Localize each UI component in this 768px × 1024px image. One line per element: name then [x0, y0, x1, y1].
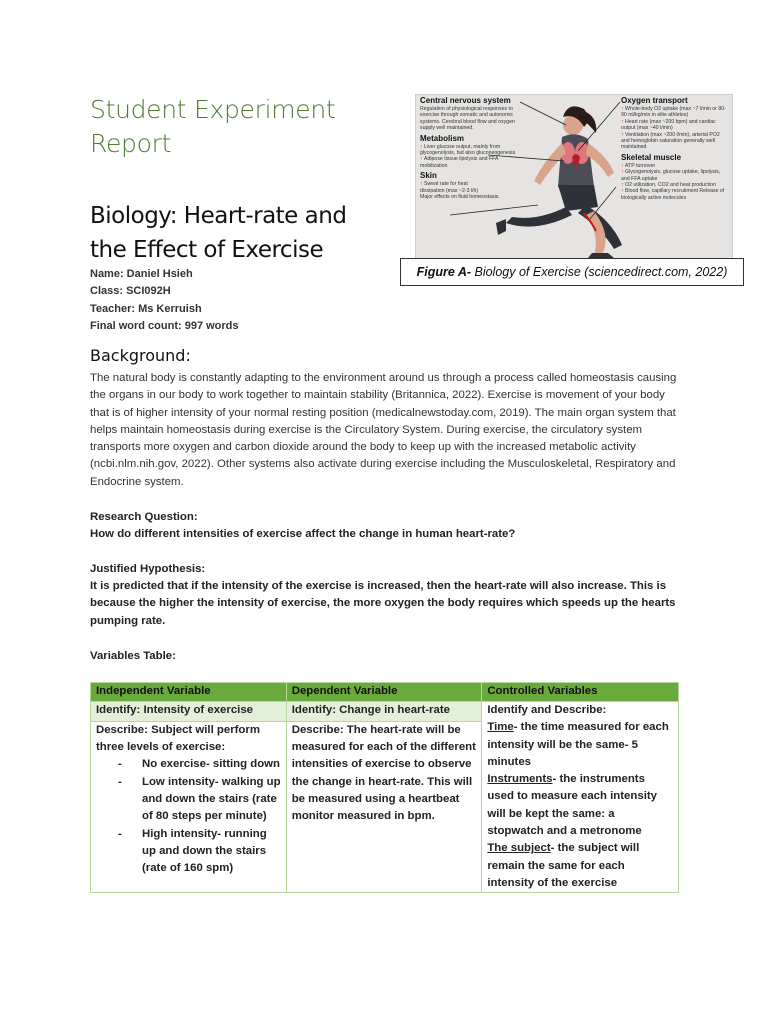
variables-table-label: Variables Table:: [90, 650, 176, 662]
background-heading: Background:: [90, 346, 191, 365]
background-paragraph: The natural body is constantly adapting to the environment around us through a process called homeostasis causing the organs in our body to work together to maintain stability (Britannica, 2022). Exercise is movement of your body that is of higher intensity of your normal resting position (medicalnewstoday.com, 2019). The main organ system that helps maintain homeostasis during exercise is the Circulatory System. During exercise, the circulatory system transports more oxygen and carbon dioxide around the body to keep up with the increased metabolic activity (ncbi.nlm.nih.gov, 2022). Other systems also activate during exercise including the Musculoskeletal, Respiratory and Endocrine system.: [90, 372, 677, 488]
teacher-name: Teacher: Ms Kerruish: [90, 302, 202, 315]
muscle-item-2: ↑ Glycogenolysis, glucose uptake, lipolysis, and FFA uptake: [621, 169, 721, 182]
title-line-1: Student Experiment: [90, 95, 336, 124]
cns-text: Regulation of physiological responses to exercise through somatic and autonomic systems. Cerebral blood flow and oxygen supply well maintained.: [420, 106, 515, 132]
exercise-levels-list: [96, 756, 281, 877]
exercise-figure: [415, 94, 733, 259]
metabolism-title: Metabolism: [420, 133, 465, 143]
skin-title: Skin: [420, 171, 437, 181]
list-item: - Low intensity- walking up and down the stairs (rate of 80 steps per minute): [96, 774, 281, 826]
controlled-cell: [482, 702, 679, 893]
figure-left-labels: [420, 95, 516, 200]
header-dependent: Dependent Variable: [286, 683, 482, 702]
controlled-subject: The subject- the subject will remain the same for each intensity of the exercise: [487, 842, 640, 889]
skin-item-1: ↑ Sweat rate for heat dissipation (max ~2-3 l/h): [420, 181, 479, 194]
figure-right-labels: [621, 95, 729, 201]
document-title: [90, 93, 390, 161]
student-name: Name: Daniel Hsieh: [90, 268, 193, 280]
oxygen-item-3: ↑ Ventilation (max ~200 l/min), arterial PO2 and hemoglobin saturation generally well maintained: [621, 131, 720, 151]
muscle-item-1: ↑ ATP turnover: [621, 162, 656, 169]
research-question-text: How do different intensities of exercise affect the change in human heart-rate?: [90, 528, 516, 540]
list-item: - High intensity- running up and down the stairs (rate of 160 spm): [96, 826, 281, 878]
cns-title: Central nervous system: [420, 96, 511, 105]
caption-label: Figure A-: [416, 265, 472, 279]
heading-line-1: Biology: Heart-rate and: [90, 203, 347, 229]
identify-row: [91, 702, 679, 722]
heading-line-2: the Effect of Exercise: [90, 237, 324, 263]
student-details: [90, 266, 390, 335]
identify-controlled: Identify and Describe:: [487, 704, 607, 716]
variables-table: [90, 682, 679, 893]
identify-independent: Identify: Intensity of exercise: [91, 702, 287, 722]
research-question-label: Research Question:: [90, 511, 198, 523]
muscle-item-4: ↑ Blood flow, capillary recruitment Release of biologically active molecules: [621, 188, 725, 201]
muscle-item-3: ↑ O2 utilization, CO2 and heat production: [621, 182, 716, 189]
independent-describe-text: Describe: Subject will perform three levels of exercise:: [96, 723, 260, 754]
muscle-title: Skeletal muscle: [621, 152, 682, 162]
list-item: - No exercise- sitting down: [96, 756, 281, 773]
controlled-instruments: Instruments- the instruments used to measure each intensity will be kept the same: a stopwatch and a metronome: [487, 773, 657, 838]
metabolism-item-1: ↑ Liver glucose output, mainly from glycogenolysis, but also gluconeogenesis: [420, 143, 516, 157]
metabolism-item-2: ↑ Adipose tissue lipolysis and FFA mobilization: [420, 156, 499, 169]
report-heading: [90, 199, 390, 267]
title-line-2: Report: [90, 129, 172, 158]
oxygen-item-1: ↑ Whole-body O2 uptake (max ~7 l/min or 80-90 ml/kg/min in elite athletes): [621, 106, 726, 119]
figure-caption: [400, 258, 744, 286]
dependent-description: Describe: The heart-rate will be measured for each of the different intensities of exercise to observe the change in heart-rate. This will be measured using a heartbeat monitor measured in bpm.: [286, 721, 482, 893]
header-independent: Independent Variable: [91, 683, 287, 702]
student-class: Class: SCI092H: [90, 285, 171, 298]
word-count: Final word count: 997 words: [90, 319, 239, 332]
header-controlled: Controlled Variables: [482, 683, 679, 702]
identify-dependent: Identify: Change in heart-rate: [286, 702, 482, 722]
independent-description: [91, 721, 287, 893]
hypothesis-label: Justified Hypothesis:: [90, 563, 206, 575]
oxygen-title: Oxygen transport: [621, 96, 688, 105]
hypothesis-text: It is predicted that if the intensity of the exercise is increased, then the heart-rate will also increase. This is because the higher the intensity of exercise, the more oxygen the body requires which speeds up the hearts pumping rate.: [90, 580, 676, 627]
controlled-time: Time- the time measured for each intensity will be the same- 5 minutes: [487, 721, 669, 768]
caption-text: Biology of Exercise (sciencedirect.com, 2022): [471, 265, 728, 279]
skin-note: Major effects on fluid homeostasis.: [420, 194, 500, 201]
oxygen-item-2: ↑ Heart rate (max ~200 bpm) and cardiac output (max ~40 l/min): [621, 118, 716, 132]
table-header-row: [91, 683, 679, 702]
